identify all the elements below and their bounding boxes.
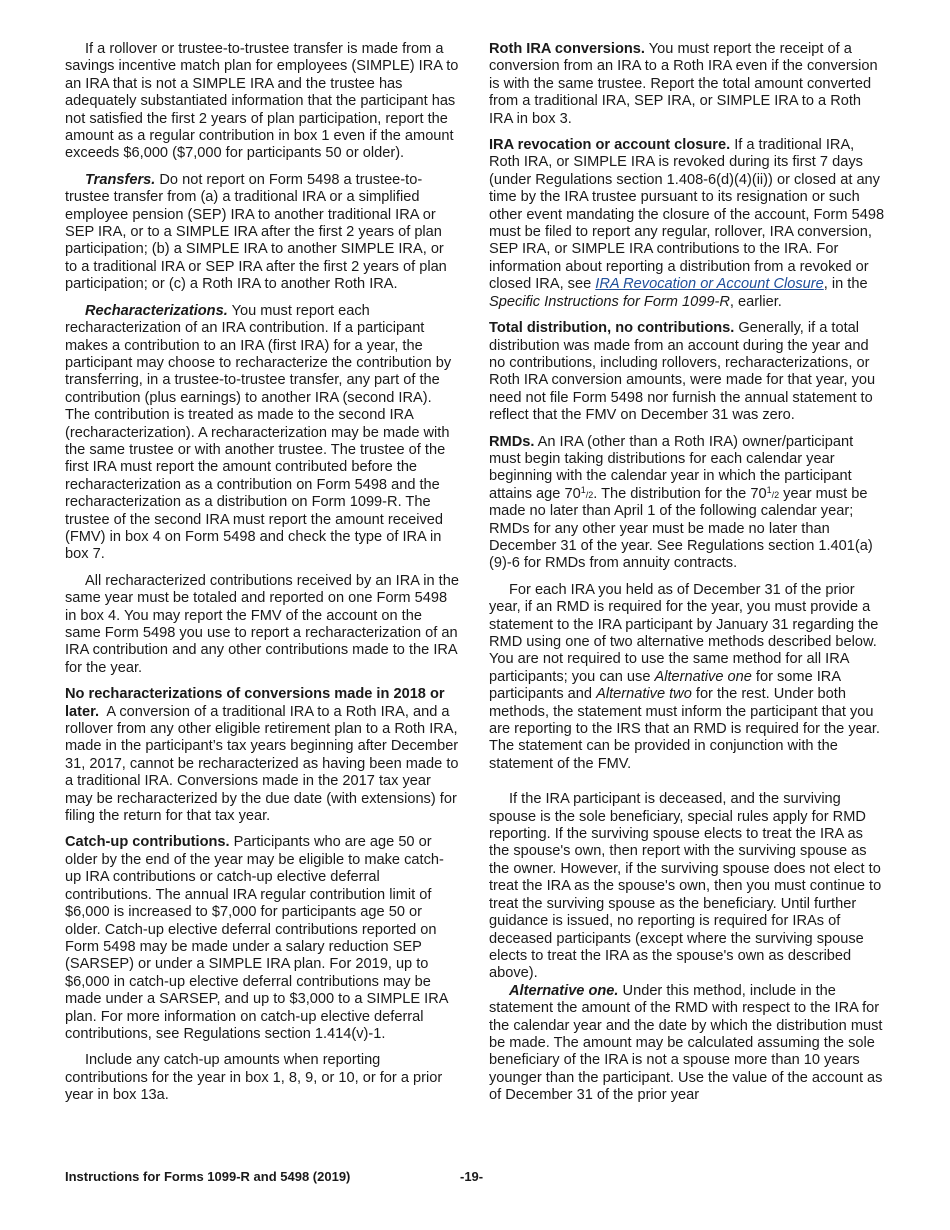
each-ira-text-b: for some IRA participants and xyxy=(489,668,841,703)
catch-up-paragraph xyxy=(65,834,460,1043)
recharacterizations-text: You must report each recharacterization of an IRA contribution. If a participant makes a contribution to an IRA (first IRA) for a year, the participant may choose to recharacterize the contribution by transferring, in a trustee-to-trustee transfer, any part of the contribution (plus earnings) to another IRA (second IRA). The contribution is treated as made to the second IRA (recharacterization). A recharacterization may be made with the same trustee or with another trustee. The trustee of the first IRA must report the amount contributed before the recharacterization as a contribution on Form 5498 and the recharacterization as a distribution on Form 1099-R. The trustee of the second IRA must report the amount received (FMV) in box 4 on Form 5498 and check the type of IRA in box 7. xyxy=(65,302,452,563)
recharacterizations-paragraph xyxy=(65,303,460,564)
roth-conversions-paragraph xyxy=(489,41,886,128)
rmds-paragraph xyxy=(489,434,886,573)
rmds-heading: RMDs. xyxy=(489,433,535,450)
revocation-text: If a traditional IRA, Roth IRA, or SIMPLE IRA is revoked during its first 7 days (under Regulations section 1.408-6(d)(4)(ii)) or closed at any time by the IRA trustee pursuant to its resignation or such other event mandating the closure of the account, Form 5498 must be filed to report any regular, rollover, IRA conversion, SEP IRA, or SIMPLE IRA contributions to the IRA. For information about reporting a distribution from a revoked or closed IRA, see xyxy=(489,137,885,293)
revocation-paragraph xyxy=(489,137,886,311)
rmds-text-a: An IRA (other than a Roth IRA) owner/participant must begin taking distributions for each calendar year beginning with the calendar year in which the participant attains age 70 xyxy=(489,433,854,502)
half-numerator: 1 xyxy=(580,484,586,495)
page-number: -19- xyxy=(460,1169,484,1184)
alternative-one-text: Under this method, include in the statement the amount of the RMD with respect to the IRA for the calendar year and the date by which the distribution must be made. The amount may be calculated assuming the sole beneficiary of the IRA is not a spouse more than 10 years younger than the participant. Use the value of the account as of December 31 of the prior year xyxy=(489,982,883,1104)
transfers-paragraph xyxy=(65,172,460,294)
half-denominator: /2 xyxy=(585,489,594,500)
right-column xyxy=(489,41,886,1105)
transfers-heading: Transfers. xyxy=(85,171,156,188)
revocation-end: , earlier. xyxy=(729,293,782,310)
no-recharacterizations-text: A conversion of a traditional IRA to a Roth IRA, and a rollover from any other eligible retirement plan to a Roth IRA, made in the participant’s tax years beginning after December 31, 2017, cannot be recharacterized as having been made to a traditional IRA. Conversions made in the 2017 tax year may be recharacterized by the due date (with extensions) for filing the return for that tax year. xyxy=(65,703,459,825)
roth-conversions-text: You must report the receipt of a conversion from an IRA to a Roth IRA even if the conversion is with the same trustee. Report the total amount converted from a traditional IRA, SEP IRA, or SIMPLE IRA to a Roth IRA in box 3. xyxy=(489,41,878,127)
ira-revocation-link[interactable]: IRA Revocation or Account Closure xyxy=(595,276,824,293)
total-distribution-text: Generally, if a total distribution was made from an account during the year and no contributions, including rollovers, recharacterizations, or Roth IRA conversion amounts, were made for that year, you need not file Form 5498 nor furnish the annual statement to reflect that the FMV on December 31 was zero. xyxy=(489,320,876,424)
no-recharacterizations-paragraph xyxy=(65,686,460,825)
alternative-two-ref: Alternative two xyxy=(596,686,692,703)
catch-up-text: Participants who are age 50 or older by the end of the year may be eligible to make catch-up IRA contributions or catch-up elective deferral contributions. The annual IRA regular contribution limit of $6,000 is increased to $7,000 for participants age 50 or older. Catch-up elective deferral contributions reported on Form 5498 may be made under a salary reduction SEP (SARSEP) or under a SIMPLE IRA plan. For 2019, up to $6,000 in catch-up elective deferral contributions may be made under a SARSEP, and up to $3,000 to a SIMPLE IRA plan. For more information on catch-up elective deferral contributions, see Regulations section 1.414(v)-1. xyxy=(65,834,448,1042)
alternative-one-ref: Alternative one xyxy=(654,668,752,685)
rmds-text-b: . The distribution for the 70 xyxy=(593,485,767,502)
include-catch-up-paragraph: Include any catch-up amounts when reporting contributions for the year in box 1, 8, 9, or 10, or for a prior year in box 13a. xyxy=(65,1052,443,1104)
half-denominator-2: /2 xyxy=(771,489,780,500)
rmds-text-c: year must be made no later than April 1 of the following calendar year; RMDs for any other year must be made no later than December 31 of the year. See Regulations section 1.401(a)(9)-6 for RMDs from annuity contracts. xyxy=(489,485,873,572)
total-distribution-heading: Total distribution, no contributions. xyxy=(489,320,735,337)
each-ira-paragraph xyxy=(489,582,886,773)
alternative-one-heading: Alternative one. xyxy=(509,982,619,999)
transfers-text: Do not report on Form 5498 a trustee-to-trustee transfer from (a) a traditional IRA or a simplified employee pension (SEP) IRA to another traditional IRA or SEP IRA, or to a SIMPLE IRA after the first 2 years of plan participation; (b) a SIMPLE IRA to another SIMPLE IRA, or to a traditional IRA or SEP IRA after the first 2 years of plan participation; or (c) a Roth IRA to another Roth IRA. xyxy=(65,171,447,293)
no-recharacterizations-heading: No recharacterizations of conversions made in 2018 or later. xyxy=(65,686,445,720)
alternative-one-paragraph xyxy=(489,983,886,1105)
footer-title: Instructions for Forms 1099-R and 5498 (2019) xyxy=(65,1169,351,1184)
recharacterizations-heading: Recharacterizations. xyxy=(85,302,228,319)
all-recharacterized-paragraph: All recharacterized contributions received by an IRA in the same year must be totaled and reported on one Form 5498 in box 4. You may report the FMV of the account on the same Form 5498 you use to report a recharacterization of an IRA contribution and any other contributions made to the IRA for the year. xyxy=(65,572,459,676)
left-column xyxy=(65,41,460,1105)
total-distribution-paragraph xyxy=(489,320,886,424)
each-ira-text-a: For each IRA you held as of December 31 of the prior year, if an RMD is required for the year, you must provide a statement to the IRA participant by January 31 regarding the RMD using one of two alternative methods described below. You are not required to use the same method for all IRA participants; you can use xyxy=(489,581,879,685)
revocation-heading: IRA revocation or account closure. xyxy=(489,137,731,154)
simple-ira-rollover-paragraph: If a rollover or trustee-to-trustee transfer is made from a savings incentive match plan for employees (SIMPLE) IRA to an IRA that is not a SIMPLE IRA and the trustee has adequately substantiated information that the participant has not satisfied the first 2 years of plan participation, report the amount as a regular contribution in box 1 even if the amount exceeds $6,000 ($7,000 for participants 50 or older). xyxy=(65,41,459,162)
deceased-participant-paragraph: If the IRA participant is deceased, and the surviving spouse is the sole beneficiary, special rules apply for RMD reporting. If the surviving spouse elects to treat the IRA as the spouse's own, then report with the surviving spouse as the owner. However, if the surviving spouse does not elect to treat the IRA as the spouse's own, then you must continue to treat the surviving spouse as the beneficiary. Until further guidance is issued, no reporting is required for IRAs of deceased participants (except where the surviving spouse elects to treat the IRA as the spouse's own as described above). xyxy=(489,791,882,982)
specific-instructions-ref: Specific Instructions for Form 1099-R xyxy=(489,293,730,310)
half-numerator-2: 1 xyxy=(766,484,772,495)
catch-up-heading: Catch-up contributions. xyxy=(65,834,230,851)
roth-conversions-heading: Roth IRA conversions. xyxy=(489,41,645,57)
each-ira-text-c: for the rest. Under both methods, the statement must inform the participant that you are reporting to the IRS that an RMD is required for the year. The statement can be provided in conjunction with the statement of the FMV. xyxy=(489,686,880,772)
revocation-mid: , in the xyxy=(823,276,868,293)
